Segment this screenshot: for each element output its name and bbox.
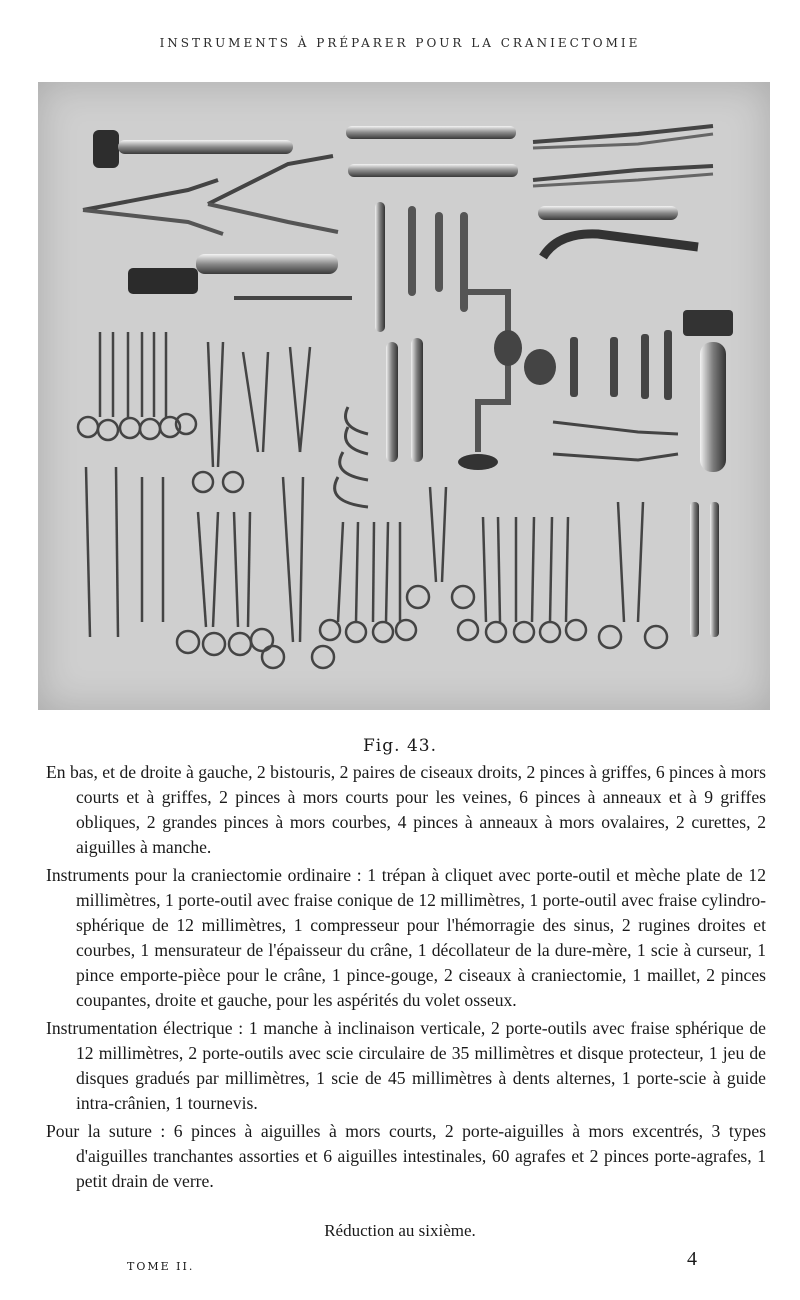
volume-label: TOME II.	[127, 1260, 195, 1273]
paragraph-electric-instrumentation: Instrumentation électrique : 1 manche à inclinaison verticale, 2 porte-outils avec fraise sphérique de 12 millimètres, 2 porte-outils avec scie circulaire de 35 millimètres et disque protecteur, 1 jeu de disques gradués par millimètres, 1 scie de 45 millimètres à dents alternes, 1 porte-scie à guide intra-crânien, 1 tournevis.	[46, 1018, 766, 1113]
figure-caption: Fig. 43.	[363, 736, 437, 756]
paragraph-ordinary-craniectomy: Instruments pour la craniectomie ordinaire : 1 trépan à cliquet avec porte-outil et mèche plate de 12 millimètres, 1 porte-outil avec fraise conique de 12 millimètres, 1 porte-outil avec fraise cylindro-sphérique de 12 millimètres, 1 compresseur pour l'hémorragie des sinus, 2 rugines droites et courbes, 1 mensurateur de l'épaisseur du crâne, 1 décollateur de la dure-mère, 1 scie à curseur, 1 pince emporte-pièce pour le crâne, 1 pince-gouge, 2 ciseaux à craniectomie, 1 maillet, 2 pinces coupantes, droite et gauche, pour les aspérités du volet osseux.	[46, 865, 766, 1010]
mallet	[93, 130, 293, 168]
paragraph-suture: Pour la suture : 6 pinces à aiguilles à mors courts, 2 porte-aiguilles à mors excentrés, 3 types d'aiguilles tranchantes assorties et 6 aiguilles intestinales, 60 agrafes et 2 pinces porte-agrafes, 1 petit drain de verre.	[46, 1121, 766, 1191]
reduction-note: Réduction au sixième.	[324, 1221, 476, 1240]
running-title: INSTRUMENTS À PRÉPARER POUR LA CRANIECTOMIE	[159, 36, 641, 50]
figure-description	[46, 760, 766, 1197]
paragraph-bottom-row: En bas, et de droite à gauche, 2 bistouris, 2 paires de ciseaux droits, 2 pinces à griffes, 6 pinces à mors courts et à griffes, 2 pinces à mors courts pour les veines, 6 pinces à anneaux et à 9 griffes obliques, 2 grandes pinces à mors courbes, 4 pinces à anneaux à mors ovalaires, 2 curettes, 2 aiguilles à manche.	[46, 762, 766, 857]
instrument-plate-photograph	[38, 82, 770, 710]
instrument-plate-illustration	[38, 82, 770, 710]
signature-mark: 4	[687, 1248, 697, 1270]
